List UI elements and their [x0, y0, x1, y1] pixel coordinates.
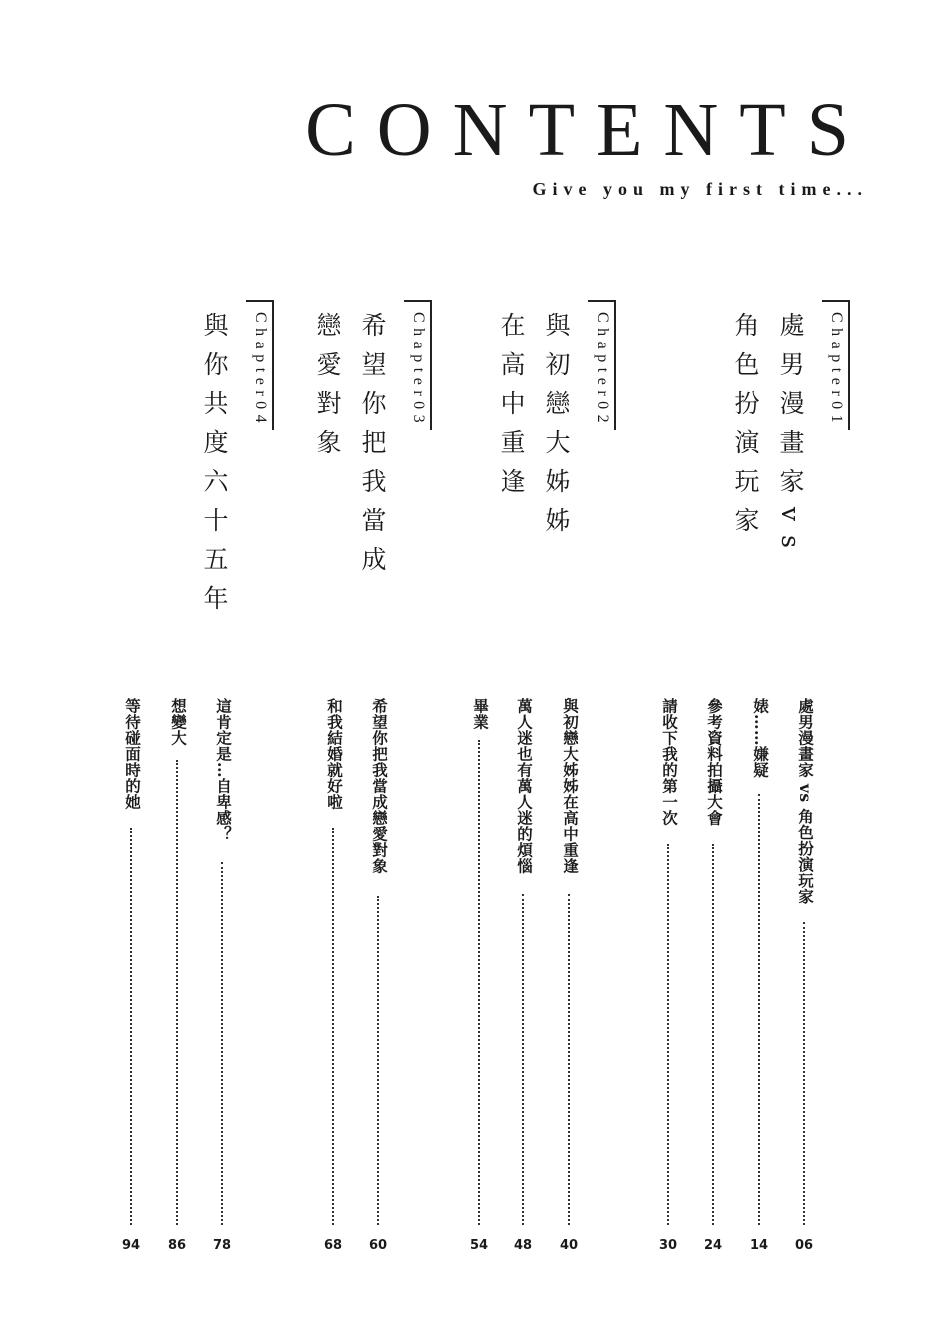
- leader-dots: [667, 844, 669, 1225]
- toc-page-number: 06: [794, 1238, 814, 1253]
- chapter-label: Chapter01: [822, 300, 850, 430]
- chapter-title-line: 戀愛對象: [313, 312, 342, 468]
- chapter-title-line: 與你共度六十五年: [200, 312, 229, 624]
- contents-title: CONTENTS: [305, 88, 870, 172]
- toc-page-number: 14: [749, 1238, 769, 1253]
- leader-dots: [758, 794, 760, 1225]
- toc-entry[interactable]: [168, 698, 186, 1253]
- toc-entry[interactable]: [470, 698, 488, 1253]
- leader-dots: [478, 740, 480, 1225]
- chapter-label: Chapter04: [246, 300, 274, 430]
- toc-entry[interactable]: [560, 698, 578, 1253]
- toc-page-number: 68: [323, 1238, 343, 1253]
- toc-page-number: 30: [658, 1238, 678, 1253]
- toc-page-number: 24: [703, 1238, 723, 1253]
- leader-dots: [176, 760, 178, 1225]
- leader-dots: [712, 844, 714, 1225]
- leader-dots: [568, 894, 570, 1225]
- toc-page-number: 94: [121, 1238, 141, 1253]
- toc-entry-title: 這肯定是…自卑感？: [214, 698, 233, 842]
- chapter-title-line: 角色扮演玩家: [731, 312, 760, 546]
- contents-subtitle: Give you my first time...: [532, 179, 868, 199]
- toc-entry-title: 想變大: [169, 698, 188, 746]
- leader-dots: [332, 828, 334, 1225]
- toc-entry-title: 畢業: [471, 698, 490, 730]
- chapter-label: Chapter03: [404, 300, 432, 430]
- toc-entry-title: 處男漫畫家 vs 角色扮演玩家: [796, 698, 815, 905]
- toc-page-number: 86: [167, 1238, 187, 1253]
- chapter-block-03: [314, 300, 432, 600]
- toc-entry[interactable]: [795, 698, 813, 1253]
- toc-page-number: 48: [513, 1238, 533, 1253]
- toc-entry[interactable]: [324, 698, 342, 1253]
- toc-page-number: 60: [368, 1238, 388, 1253]
- chapter-block-04: [200, 300, 274, 624]
- leader-dots: [130, 828, 132, 1225]
- toc-entry-title: 參考資料拍攝大會: [705, 698, 724, 826]
- toc-page-number: 78: [212, 1238, 232, 1253]
- toc-entry[interactable]: [750, 698, 768, 1253]
- toc-entry-title: 和我結婚就好啦: [325, 698, 344, 810]
- toc-entry-title: 婊……嫌疑: [751, 698, 770, 778]
- toc-entry-title: 希望你把我當成戀愛對象: [370, 698, 389, 874]
- toc-page-number: 54: [469, 1238, 489, 1253]
- chapter-block-02: [498, 300, 616, 600]
- toc-entry-title: 與初戀大姊姊在高中重逢: [561, 698, 580, 874]
- toc-entry[interactable]: [704, 698, 722, 1253]
- toc-entry[interactable]: [659, 698, 677, 1253]
- toc-entry[interactable]: [122, 698, 140, 1253]
- toc-page-number: 40: [559, 1238, 579, 1253]
- toc-entry-title: 萬人迷也有萬人迷的煩惱: [515, 698, 534, 874]
- chapter-title-line: 希望你把我當成: [358, 312, 387, 585]
- chapter-block-01: [732, 300, 850, 600]
- leader-dots: [377, 896, 379, 1225]
- chapter-title-line: 處男漫畫家vs: [776, 312, 805, 562]
- leader-dots: [803, 922, 805, 1225]
- toc-entry[interactable]: [369, 698, 387, 1253]
- leader-dots: [522, 894, 524, 1225]
- toc-entry-title: 請收下我的第一次: [660, 698, 679, 826]
- chapter-label: Chapter02: [588, 300, 616, 430]
- chapter-title-line: 在高中重逢: [497, 312, 526, 507]
- toc-entry[interactable]: [213, 698, 231, 1253]
- toc-entry[interactable]: [514, 698, 532, 1253]
- chapter-title-line: 與初戀大姊姊: [542, 312, 571, 546]
- leader-dots: [221, 862, 223, 1225]
- toc-entry-title: 等待碰面時的她: [123, 698, 142, 810]
